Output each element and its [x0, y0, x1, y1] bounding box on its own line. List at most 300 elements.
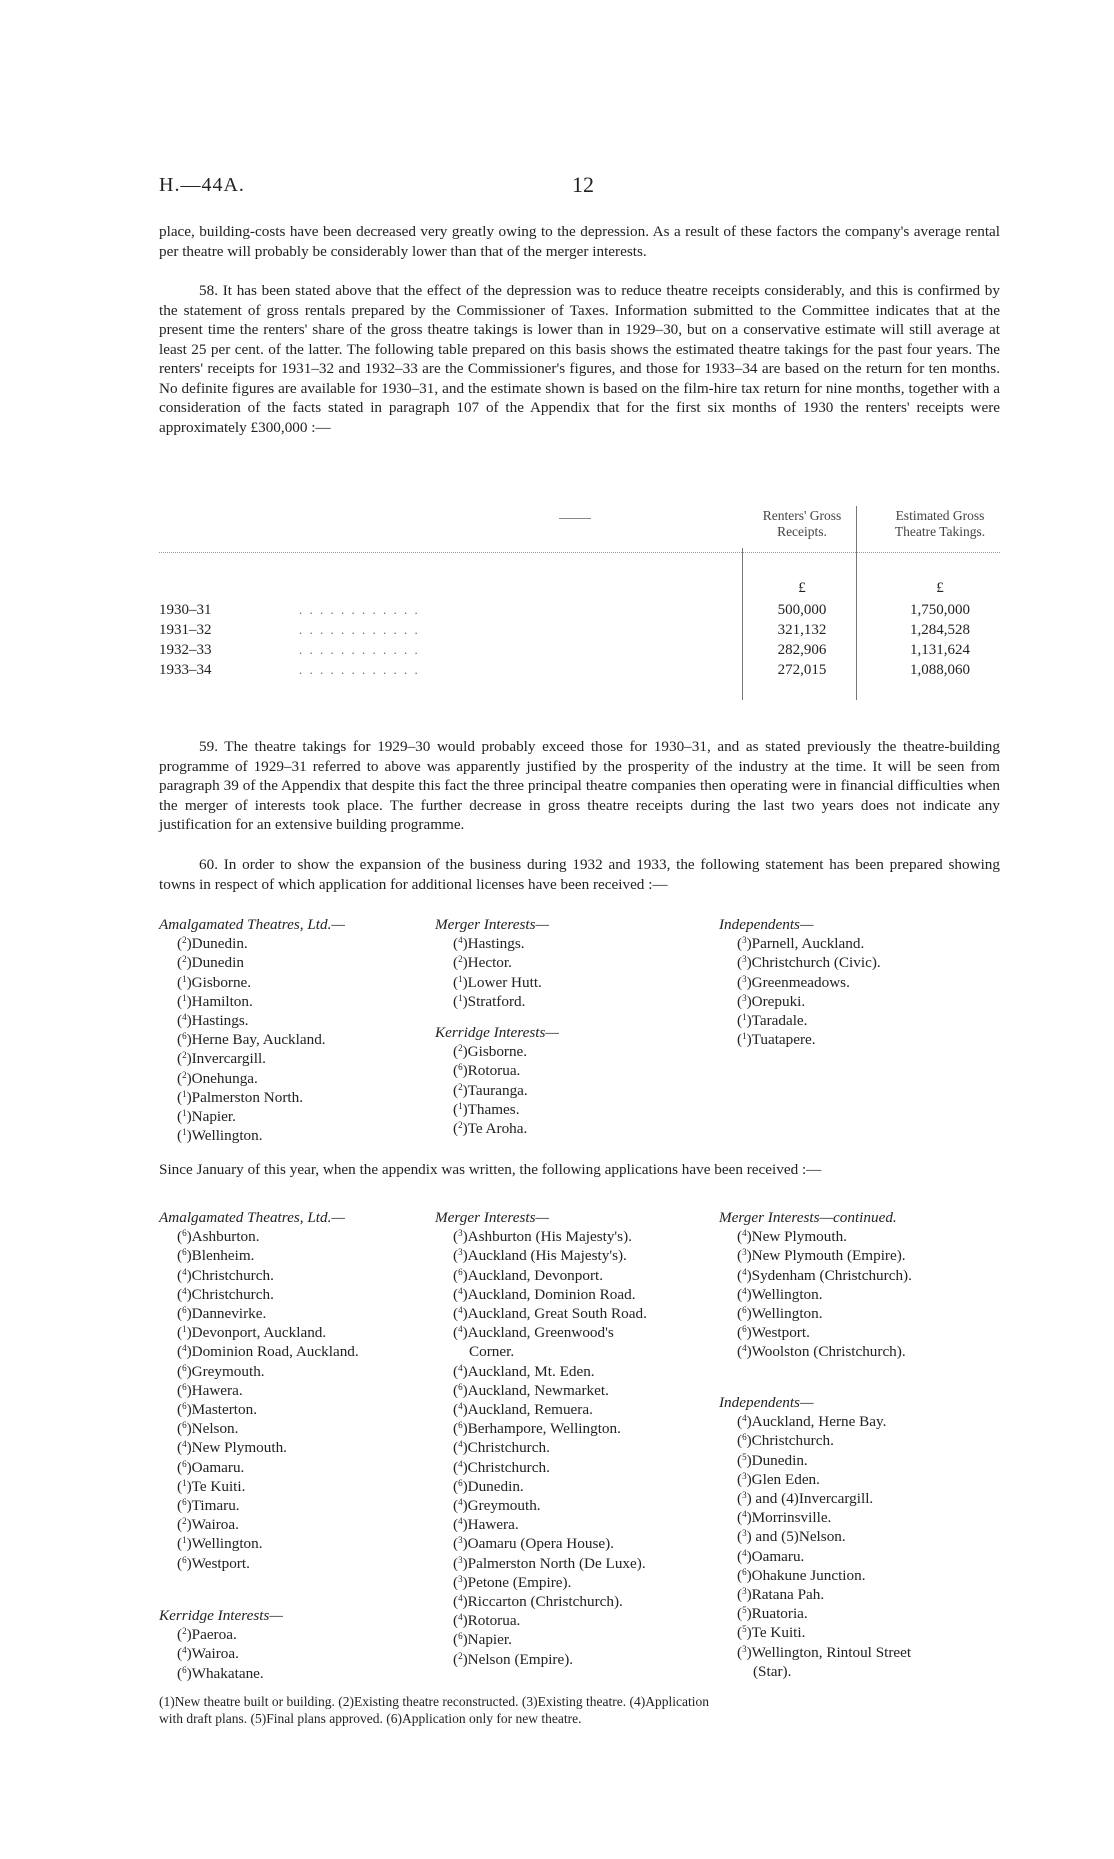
footnote-marker-close: ): [462, 973, 468, 991]
list-item: [435, 1323, 715, 1342]
list-item: [719, 1342, 1001, 1361]
list-item: [435, 1534, 715, 1553]
list-item: [159, 1644, 429, 1663]
footnote-marker: ($^3$: [737, 1528, 747, 1546]
list-item-text: Auckland, Greenwood's: [467, 1324, 614, 1342]
list-item-text: Rotorua.: [467, 1612, 521, 1630]
table-stub-dash: [559, 518, 591, 519]
table-row: [159, 642, 1000, 662]
footnote-marker-close: ): [462, 1593, 468, 1611]
footnote-marker: ($^3$: [737, 1470, 747, 1488]
footnote-number: 4: [458, 1324, 463, 1335]
list-item: [159, 1049, 429, 1068]
footnote-marker-close: ): [186, 1516, 192, 1534]
footnote-marker: ($^5$: [737, 1605, 747, 1623]
footnote-marker: ($^4$: [453, 1439, 463, 1457]
footnote-marker: ($^4$: [177, 1266, 187, 1284]
list-item-text: Dunedin.: [467, 1477, 524, 1495]
list-item-text: Petone (Empire).: [467, 1573, 572, 1591]
footnote-marker-close: ): [462, 1458, 468, 1476]
row-year: 1931–32: [159, 622, 212, 638]
footnote-marker-close: ): [186, 1247, 192, 1265]
footnote-marker-close: ): [462, 935, 468, 953]
list-item-text: Ruatoria.: [751, 1605, 808, 1623]
leader-dots: . . . . . . . . . . . .: [299, 642, 420, 657]
list-heading: Merger Interests—continued.: [719, 1209, 897, 1226]
footnote-marker-close: ): [462, 1266, 468, 1284]
list-item-text: Lower Hutt.: [467, 973, 542, 991]
footnote-marker: ($^2$: [453, 954, 463, 972]
footnote-number: 6: [458, 1420, 463, 1431]
footnote-marker-close: ): [462, 1324, 468, 1342]
footnote-marker: ($^6$: [177, 1031, 187, 1049]
footnote-marker: ($^1$: [453, 973, 463, 991]
footnote-number: 2: [182, 935, 187, 946]
table-row: [159, 622, 1000, 642]
footnote-number: 6: [182, 1401, 187, 1412]
footnote-marker: ($^1$: [453, 992, 463, 1010]
list-item: [159, 1477, 429, 1496]
list-item: [435, 1227, 715, 1246]
footnote-marker: ($^2$: [453, 1081, 463, 1099]
leader-dots: . . . . . . . . . . . .: [299, 622, 420, 637]
footnote-number: 5: [742, 1624, 747, 1635]
footnote-number: 2: [458, 1120, 463, 1131]
footnote-line-1: (1)New theatre built or building. (2)Existing theatre reconstructed. (3)Existing theatre. (4)Application: [159, 1694, 709, 1709]
footnote-marker: ($^1$: [737, 1012, 747, 1030]
paragraph-60: 60. In order to show the expansion of the business during 1932 and 1933, the following statement has been prepared showing towns in respect of which application for additional licenses have been received :—: [159, 856, 1000, 893]
footnote-number: 4: [458, 1362, 463, 1373]
footnote-marker: ($^1$: [177, 1108, 187, 1126]
footnote-marker: ($^4$: [737, 1343, 747, 1361]
footnote-marker-close: ): [186, 1458, 192, 1476]
footnote-marker-close: ): [746, 1432, 752, 1450]
list-item: [719, 1030, 999, 1049]
list-item-text: Wellington, Rintoul Street: [751, 1643, 912, 1661]
list-item-text: Palmerston North.: [191, 1088, 303, 1106]
list-item-text: Timaru.: [191, 1497, 240, 1515]
footnote-marker: ($^4$: [453, 1401, 463, 1419]
list-item: [159, 992, 429, 1011]
list-item: [719, 1508, 1001, 1527]
list-item-text: Christchurch.: [467, 1439, 550, 1457]
footnote-number: 3: [742, 935, 747, 946]
footnote-marker-close: ): [746, 1605, 752, 1623]
list-item-text: Napier.: [467, 1631, 512, 1649]
footnote-number: 6: [742, 1566, 747, 1577]
list-item-text: Oamaru.: [191, 1458, 245, 1476]
footnote-marker-close: ): [746, 1643, 752, 1661]
footnote-marker-close: ): [746, 1031, 752, 1049]
footnote-number: 6: [458, 1381, 463, 1392]
footnote-number: 4: [182, 1439, 187, 1450]
footnote-number: 2: [458, 1081, 463, 1092]
footnote-marker-close: ): [186, 992, 192, 1010]
footnote-number: 4: [742, 1285, 747, 1296]
list-item: [159, 1126, 429, 1145]
footnote-marker: ($^1$: [177, 1535, 187, 1553]
row-year: 1930–31: [159, 602, 212, 618]
footnote-number: 6: [182, 1554, 187, 1565]
footnote-marker: ($^6$: [453, 1477, 463, 1495]
list-item-text: Hamilton.: [191, 992, 253, 1010]
footnote-marker: ($^3$: [453, 1554, 463, 1572]
footnote-number: 4: [742, 1547, 747, 1558]
list-item-text: Orepuki.: [751, 992, 806, 1010]
list-item-text: Auckland, Herne Bay.: [751, 1413, 887, 1431]
row-renters: 500,000: [777, 602, 827, 618]
footnote-marker-close: ): [462, 1477, 468, 1495]
footnote-marker: ($^4$: [453, 1362, 463, 1380]
list-item: [719, 1527, 1001, 1546]
list-item-text: Te Aroha.: [467, 1120, 528, 1138]
footnote-number: 1: [458, 992, 463, 1003]
list-item: [719, 973, 999, 992]
footnote-marker: ($^4$: [177, 1285, 187, 1303]
footnote-number: 1: [458, 1100, 463, 1111]
footnote-number: 6: [182, 1458, 187, 1469]
footnote-marker-close: ): [186, 1477, 192, 1495]
footnote-marker: ($^2$: [177, 1069, 187, 1087]
footnote-number: 4: [458, 1401, 463, 1412]
footnote-number: 3: [742, 1247, 747, 1258]
footnote-marker-close: ): [462, 1120, 468, 1138]
footnote-marker-close: ): [746, 1343, 752, 1361]
footnote-number: 6: [182, 1381, 187, 1392]
footnote-marker: ($^3$: [737, 954, 747, 972]
footnote-marker: ($^2$: [177, 1516, 187, 1534]
footnote-number: 5: [742, 1605, 747, 1616]
list-item-text: New Plymouth (Empire).: [751, 1247, 906, 1265]
footnote-number: 4: [458, 1593, 463, 1604]
footnote-marker-close: ): [462, 1497, 468, 1515]
footnote-marker-close: ): [186, 1362, 192, 1380]
list-item-text: Wellington.: [191, 1535, 263, 1553]
footnote-marker-close: ): [746, 1228, 752, 1246]
list-item-text: Christchurch (Civic).: [751, 954, 881, 972]
footnote-number: 4: [458, 1458, 463, 1469]
footnote-number: 4: [742, 1343, 747, 1354]
footnote-marker-close: ): [462, 1062, 468, 1080]
list-item-text: Parnell, Auckland.: [751, 935, 865, 953]
footnote-marker: ($^2$: [177, 1626, 187, 1644]
footnote-number: 3: [742, 1470, 747, 1481]
col-header-takings: Estimated Gross Theatre Takings.: [894, 508, 986, 539]
list-item: [719, 1266, 1001, 1285]
list-item-text: Masterton.: [191, 1401, 258, 1419]
list-item: [159, 1246, 429, 1265]
list-item: [435, 1554, 715, 1573]
list-item-text: New Plymouth.: [751, 1228, 847, 1246]
list-item-text: ) and (4)Invercargill.: [746, 1490, 874, 1508]
footnote-marker: ($^6$: [177, 1362, 187, 1380]
list-item-text: Rotorua.: [467, 1062, 521, 1080]
footnote-number: 4: [458, 935, 463, 946]
footnote-marker-close: ): [746, 1305, 752, 1323]
footnote-marker-close: ): [462, 1285, 468, 1303]
footnote-marker: ($^1$: [177, 1324, 187, 1342]
list-item: [719, 1470, 1001, 1489]
footnote-marker: ($^4$: [737, 1547, 747, 1565]
list-item-text: Devonport, Auckland.: [191, 1324, 327, 1342]
footnote-marker: ($^4$: [453, 1458, 463, 1476]
list-item: [159, 973, 429, 992]
list-item-text: Oamaru (Opera House).: [467, 1535, 614, 1553]
paragraph-59: 59. The theatre takings for 1929–30 would probably exceed those for 1930–31, and as stated previously the theatre-building programme of 1929–31 referred to above was apparently justified by the prosperity of the industry at the time. It will be seen from paragraph 39 of the Appendix that despite this fact the three principal theatre companies then operating were in financial difficulties when the merger of interests took place. The further decrease in gross theatre receipts during the last two years does not indicate any justification for an extensive building programme.: [159, 738, 1000, 833]
list-item: [435, 1611, 715, 1630]
list-item-text: Invercargill.: [191, 1050, 266, 1068]
list1-amalgamated: [159, 915, 429, 1145]
list-item-text: Auckland, Newmarket.: [467, 1381, 609, 1399]
footnote-marker-close: ): [186, 954, 192, 972]
list-item-text: Dunedin.: [751, 1451, 808, 1469]
list-item-text: New Plymouth.: [191, 1439, 287, 1457]
list-item: [435, 973, 715, 992]
list-item: [435, 1400, 715, 1419]
list-item: [159, 1227, 429, 1246]
footnote-number: 1: [182, 973, 187, 984]
list-item: [159, 1107, 429, 1126]
list-item-text: Hawera.: [191, 1381, 243, 1399]
footnote-number: 1: [742, 1031, 747, 1042]
row-takings: 1,088,060: [910, 662, 970, 678]
footnote-marker: ($^3$: [737, 1490, 747, 1508]
footnote-marker: ($^6$: [177, 1305, 187, 1323]
paragraph-continuation: place, building-costs have been decreased very greatly owing to the depression. As a result of these factors the company's average rental per theatre will probably be considerably lower than that of the merger interests.: [159, 223, 1000, 260]
footnote: [159, 1693, 1000, 1727]
footnote-number: 4: [458, 1497, 463, 1508]
footnote-number: 3: [458, 1573, 463, 1584]
footnote-number: 6: [458, 1266, 463, 1277]
list-item-text: Wairoa.: [191, 1645, 239, 1663]
row-renters: 282,906: [777, 642, 827, 658]
list-item-text: Te Kuiti.: [191, 1477, 246, 1495]
table-header-rule: [159, 552, 1000, 553]
list-item: [435, 1650, 715, 1669]
list-item: [159, 1342, 429, 1361]
list-item: [719, 1323, 1001, 1342]
footnote-marker: ($^3$: [737, 1247, 747, 1265]
list-heading: Merger Interests—: [435, 1209, 550, 1226]
footnote-marker-close: ): [186, 1305, 192, 1323]
list-item: [719, 1566, 1001, 1585]
footnote-marker-close: ): [462, 1081, 468, 1099]
list-item-text: Auckland (His Majesty's).: [467, 1247, 627, 1265]
list-item-text: Palmerston North (De Luxe).: [467, 1554, 646, 1572]
footnote-marker: ($^4$: [177, 1645, 187, 1663]
footnote-number: 4: [182, 1012, 187, 1023]
list-item: [159, 1030, 429, 1049]
footnote-marker-close: ): [746, 1547, 752, 1565]
list-item: [719, 1285, 1001, 1304]
footnote-number: 4: [742, 1228, 747, 1239]
footnote-number: 3: [458, 1247, 463, 1258]
footnote-marker: ($^6$: [177, 1381, 187, 1399]
list-item: [435, 1342, 715, 1361]
footnote-number: 3: [458, 1228, 463, 1239]
list-item-text: Auckland, Remuera.: [467, 1401, 593, 1419]
list-item-text: Christchurch.: [467, 1458, 550, 1476]
footnote-marker: ($^1$: [453, 1100, 463, 1118]
footnote-marker-close: ): [746, 973, 752, 991]
footnote-number: 2: [182, 1516, 187, 1527]
footnote-number: 2: [182, 1069, 187, 1080]
footnote-marker-close: ): [186, 1069, 192, 1087]
footnote-number: 1: [458, 973, 463, 984]
list-item-text: Thames.: [467, 1100, 520, 1118]
footnote-marker-close: ): [186, 1031, 192, 1049]
list-item: [435, 1362, 715, 1381]
footnote-marker-close: ): [186, 1012, 192, 1030]
list-item-text: Oamaru.: [751, 1547, 805, 1565]
footnote-number: 3: [742, 1643, 747, 1654]
footnote-marker-close: ): [462, 1305, 468, 1323]
footnote-marker-close: ): [462, 1631, 468, 1649]
list-heading: Merger Interests—: [435, 916, 550, 933]
list-item-text: Berhampore, Wellington.: [467, 1420, 621, 1438]
footnote-number: 4: [742, 1266, 747, 1277]
list-item-text: Tuatapere.: [751, 1031, 816, 1049]
list-item: [719, 1662, 1001, 1681]
footnote-number: 6: [742, 1324, 747, 1335]
footnote-number: 2: [182, 1626, 187, 1637]
footnote-marker-close: ): [462, 1439, 468, 1457]
footnote-marker-close: ): [186, 1228, 192, 1246]
unit-renters: £: [798, 580, 806, 596]
footnote-marker-close: ): [186, 1664, 192, 1682]
row-year: 1933–34: [159, 662, 212, 678]
list-item-text: Glen Eden.: [751, 1470, 820, 1488]
list-item-text: Sydenham (Christchurch).: [751, 1266, 912, 1284]
list-item-text: Blenheim.: [191, 1247, 255, 1265]
list-heading: Kerridge Interests—: [159, 1607, 283, 1624]
list-item-text: ) and (5)Nelson.: [746, 1528, 846, 1546]
footnote-marker-close: ): [746, 1285, 752, 1303]
footnote-number: 4: [182, 1285, 187, 1296]
footnote-marker-close: ): [462, 1247, 468, 1265]
list-item: [435, 1496, 715, 1515]
list-item-text: Westport.: [191, 1554, 250, 1572]
list-item-text: Gisborne.: [467, 1043, 528, 1061]
list2-amalgamated: [159, 1208, 429, 1573]
list-item-text: Ashburton (His Majesty's).: [467, 1228, 632, 1246]
footnote-number: 2: [458, 954, 463, 965]
footnote-marker: ($^6$: [177, 1458, 187, 1476]
list-item-text: Auckland, Great South Road.: [467, 1305, 647, 1323]
footnote-marker: ($^4$: [453, 1497, 463, 1515]
footnote-marker: ($^1$: [177, 1127, 187, 1145]
footnote-marker-close: ): [186, 973, 192, 991]
list-item-text: Onehunga.: [191, 1069, 258, 1087]
footnote-number: 1: [182, 992, 187, 1003]
footnote-number: 6: [182, 1420, 187, 1431]
footnote-marker: ($^3$: [737, 1586, 747, 1604]
footnote-number: 1: [182, 1108, 187, 1119]
list-item-text: Greymouth.: [191, 1362, 265, 1380]
leader-dots: . . . . . . . . . . . .: [299, 662, 420, 677]
list-item: [159, 1011, 429, 1030]
list-item: [435, 1285, 715, 1304]
footnote-marker-close: ): [746, 1470, 752, 1488]
footnote-line-2: with draft plans. (5)Final plans approved. (6)Application only for new theatre.: [159, 1711, 582, 1726]
footnote-marker: ($^1$: [737, 1031, 747, 1049]
footnote-number: 6: [182, 1305, 187, 1316]
list-item: [435, 1061, 715, 1080]
footnote-marker-close: ): [186, 1497, 192, 1515]
list-item: [719, 1011, 999, 1030]
list-item: [159, 1625, 429, 1644]
footnote-marker: ($^3$: [453, 1535, 463, 1553]
footnote-marker-close: ): [462, 1401, 468, 1419]
footnote-marker: ($^6$: [453, 1266, 463, 1284]
receipts-table: [159, 506, 1000, 706]
footnote-marker: ($^3$: [737, 992, 747, 1010]
list-item-text: Wellington.: [751, 1285, 823, 1303]
footnote-marker: ($^6$: [177, 1554, 187, 1572]
footnote-marker-close: ): [462, 954, 468, 972]
list2-merger-continued: [719, 1208, 1001, 1362]
list-item-text: Te Kuiti.: [751, 1624, 806, 1642]
footnote-marker: ($^4$: [453, 1612, 463, 1630]
list-item-text: Hawera.: [467, 1516, 519, 1534]
list-item-text: Wellington.: [191, 1127, 263, 1145]
footnote-number: 1: [182, 1088, 187, 1099]
footnote-number: 6: [182, 1031, 187, 1042]
footnote-marker: ($^2$: [177, 954, 187, 972]
footnote-marker-close: ): [186, 1420, 192, 1438]
list-item-text: Dominion Road, Auckland.: [191, 1343, 359, 1361]
footnote-number: 3: [742, 1528, 747, 1539]
footnote-marker-close: ): [746, 1324, 752, 1342]
list-item-text: Riccarton (Christchurch).: [467, 1593, 623, 1611]
list-item-text: (Star).: [753, 1662, 792, 1680]
footnote-marker: ($^2$: [453, 1043, 463, 1061]
footnote-marker-close: ): [746, 1247, 752, 1265]
list-item: [435, 1304, 715, 1323]
footnote-number: 2: [182, 954, 187, 965]
footnote-marker: ($^4$: [737, 1228, 747, 1246]
list-heading: Amalgamated Theatres, Ltd.—: [159, 1209, 345, 1226]
list-item: [719, 1604, 1001, 1623]
list-item-text: Nelson.: [191, 1420, 239, 1438]
footnote-marker-close: ): [462, 1535, 468, 1553]
paragraph-58: 58. It has been stated above that the effect of the depression was to reduce theatre receipts considerably, and this is confirmed by the statement of gross rentals prepared by the Commissioner of Taxes. Information submitted to the Committee indicates that at the present time the renters' share of the gross theatre takings is lower than in 1929–30, but on a conservative estimate will still average at least 25 per cent. of the latter. The following table prepared on this basis shows the estimated theatre takings for the past four years. The renters' receipts for 1931–32 and 1932–33 are the Commissioner's figures, and those for 1933–34 are based on the return for ten months. No definite figures are available for 1930–31, and the estimate shown is based on the film-hire tax return for nine months, together with a consideration of the facts stated in paragraph 107 of the Appendix that for the first six months of 1930 the renters' receipts were approximately £300,000 :—: [159, 282, 1000, 436]
table-row: [159, 662, 1000, 682]
footnote-marker-close: ): [462, 1228, 468, 1246]
footnote-marker: ($^3$: [453, 1247, 463, 1265]
list-heading: Independents—: [719, 916, 814, 933]
list-item: [159, 1534, 429, 1553]
list-item-text: Greenmeadows.: [751, 973, 850, 991]
footnote-marker: ($^4$: [737, 1413, 747, 1431]
footnote-marker-close: ): [186, 1554, 192, 1572]
footnote-marker-close: ): [186, 1439, 192, 1457]
list-item-text: Morrinsville.: [751, 1509, 832, 1527]
list-item: [719, 1489, 1001, 1508]
footnote-number: 4: [182, 1645, 187, 1656]
footnote-marker: ($^4$: [177, 1439, 187, 1457]
footnote-marker-close: ): [462, 1650, 468, 1668]
list1-independents: [719, 915, 999, 1049]
list-item: [435, 1266, 715, 1285]
footnote-marker-close: ): [746, 1413, 752, 1431]
list-heading: Independents—: [719, 1394, 814, 1411]
row-renters: 321,132: [777, 622, 827, 638]
footnote-number: 3: [742, 1490, 747, 1501]
unit-takings: £: [936, 580, 944, 596]
footnote-marker: ($^6$: [177, 1420, 187, 1438]
footnote-marker-close: ): [186, 1324, 192, 1342]
